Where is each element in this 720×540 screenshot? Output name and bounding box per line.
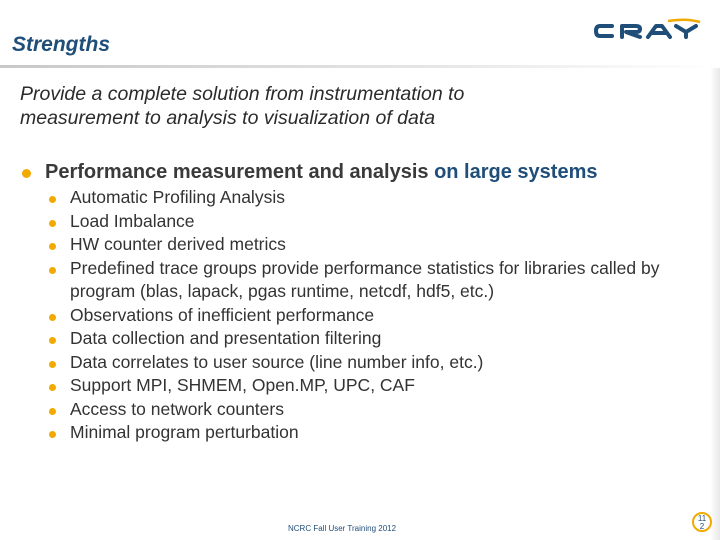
- side-shadow: [710, 68, 720, 540]
- list-item: [49, 421, 699, 445]
- header-rule: [0, 65, 720, 68]
- page-number-top: 11: [697, 514, 707, 523]
- list-item-text: Data correlates to user source (line number info, etc.): [70, 351, 484, 372]
- main-bullet-accent: on large systems: [434, 161, 598, 183]
- list-item: [49, 351, 699, 375]
- slide-title: Strengths: [12, 33, 111, 56]
- list-item: [49, 186, 699, 210]
- list-item-text: HW counter derived metrics: [70, 234, 286, 254]
- slide-subtitle: [20, 82, 660, 130]
- bullet-dot-icon: [49, 314, 56, 321]
- page-number-bottom: 2: [699, 522, 705, 531]
- main-bullet: [22, 161, 597, 184]
- bullet-dot-icon: [49, 431, 56, 438]
- bullet-dot-icon: [49, 267, 56, 274]
- main-bullet-text: [45, 161, 597, 184]
- list-item: [49, 374, 699, 398]
- slide-footer: NCRC Fall User Training 2012: [288, 524, 397, 533]
- bullet-dot-icon: [49, 361, 56, 368]
- list-item-text: Automatic Profiling Analysis: [70, 187, 285, 207]
- list-item: [49, 257, 699, 304]
- list-item-text: Minimal program perturbation: [70, 422, 299, 442]
- cray-logo: [592, 18, 704, 44]
- list-item-text: Predefined trace groups provide performance statistics for libraries called by program (blas, lapack, pgas runtime, netcdf, hdf5, etc.): [70, 257, 660, 301]
- page-number: [692, 512, 712, 532]
- bullet-dot-icon: [49, 384, 56, 391]
- main-bullet-label: Performance measurement and analysis: [45, 161, 435, 183]
- feature-list: [49, 186, 699, 445]
- subtitle-line-1: Provide a complete solution from instrumentation to: [20, 83, 465, 105]
- list-item: [49, 233, 699, 257]
- bullet-dot-icon: [49, 337, 56, 344]
- list-item: [49, 398, 699, 422]
- bullet-dot-icon: [49, 196, 56, 203]
- bullet-dot-icon: [49, 243, 56, 250]
- bullet-dot-icon: [22, 169, 31, 178]
- list-item: [49, 210, 699, 234]
- list-item-text: Access to network counters: [70, 398, 284, 419]
- bullet-dot-icon: [49, 220, 56, 227]
- list-item-text: Data collection and presentation filtering: [70, 328, 382, 348]
- list-item-text: Support MPI, SHMEM, Open.MP, UPC, CAF: [70, 375, 415, 395]
- subtitle-line-2: measurement to analysis to visualization of data: [20, 107, 436, 129]
- list-item-text: Load Imbalance: [70, 210, 195, 231]
- list-item: [49, 327, 699, 351]
- list-item-text: Observations of inefficient performance: [70, 304, 375, 325]
- list-item: [49, 304, 699, 328]
- bullet-dot-icon: [49, 408, 56, 415]
